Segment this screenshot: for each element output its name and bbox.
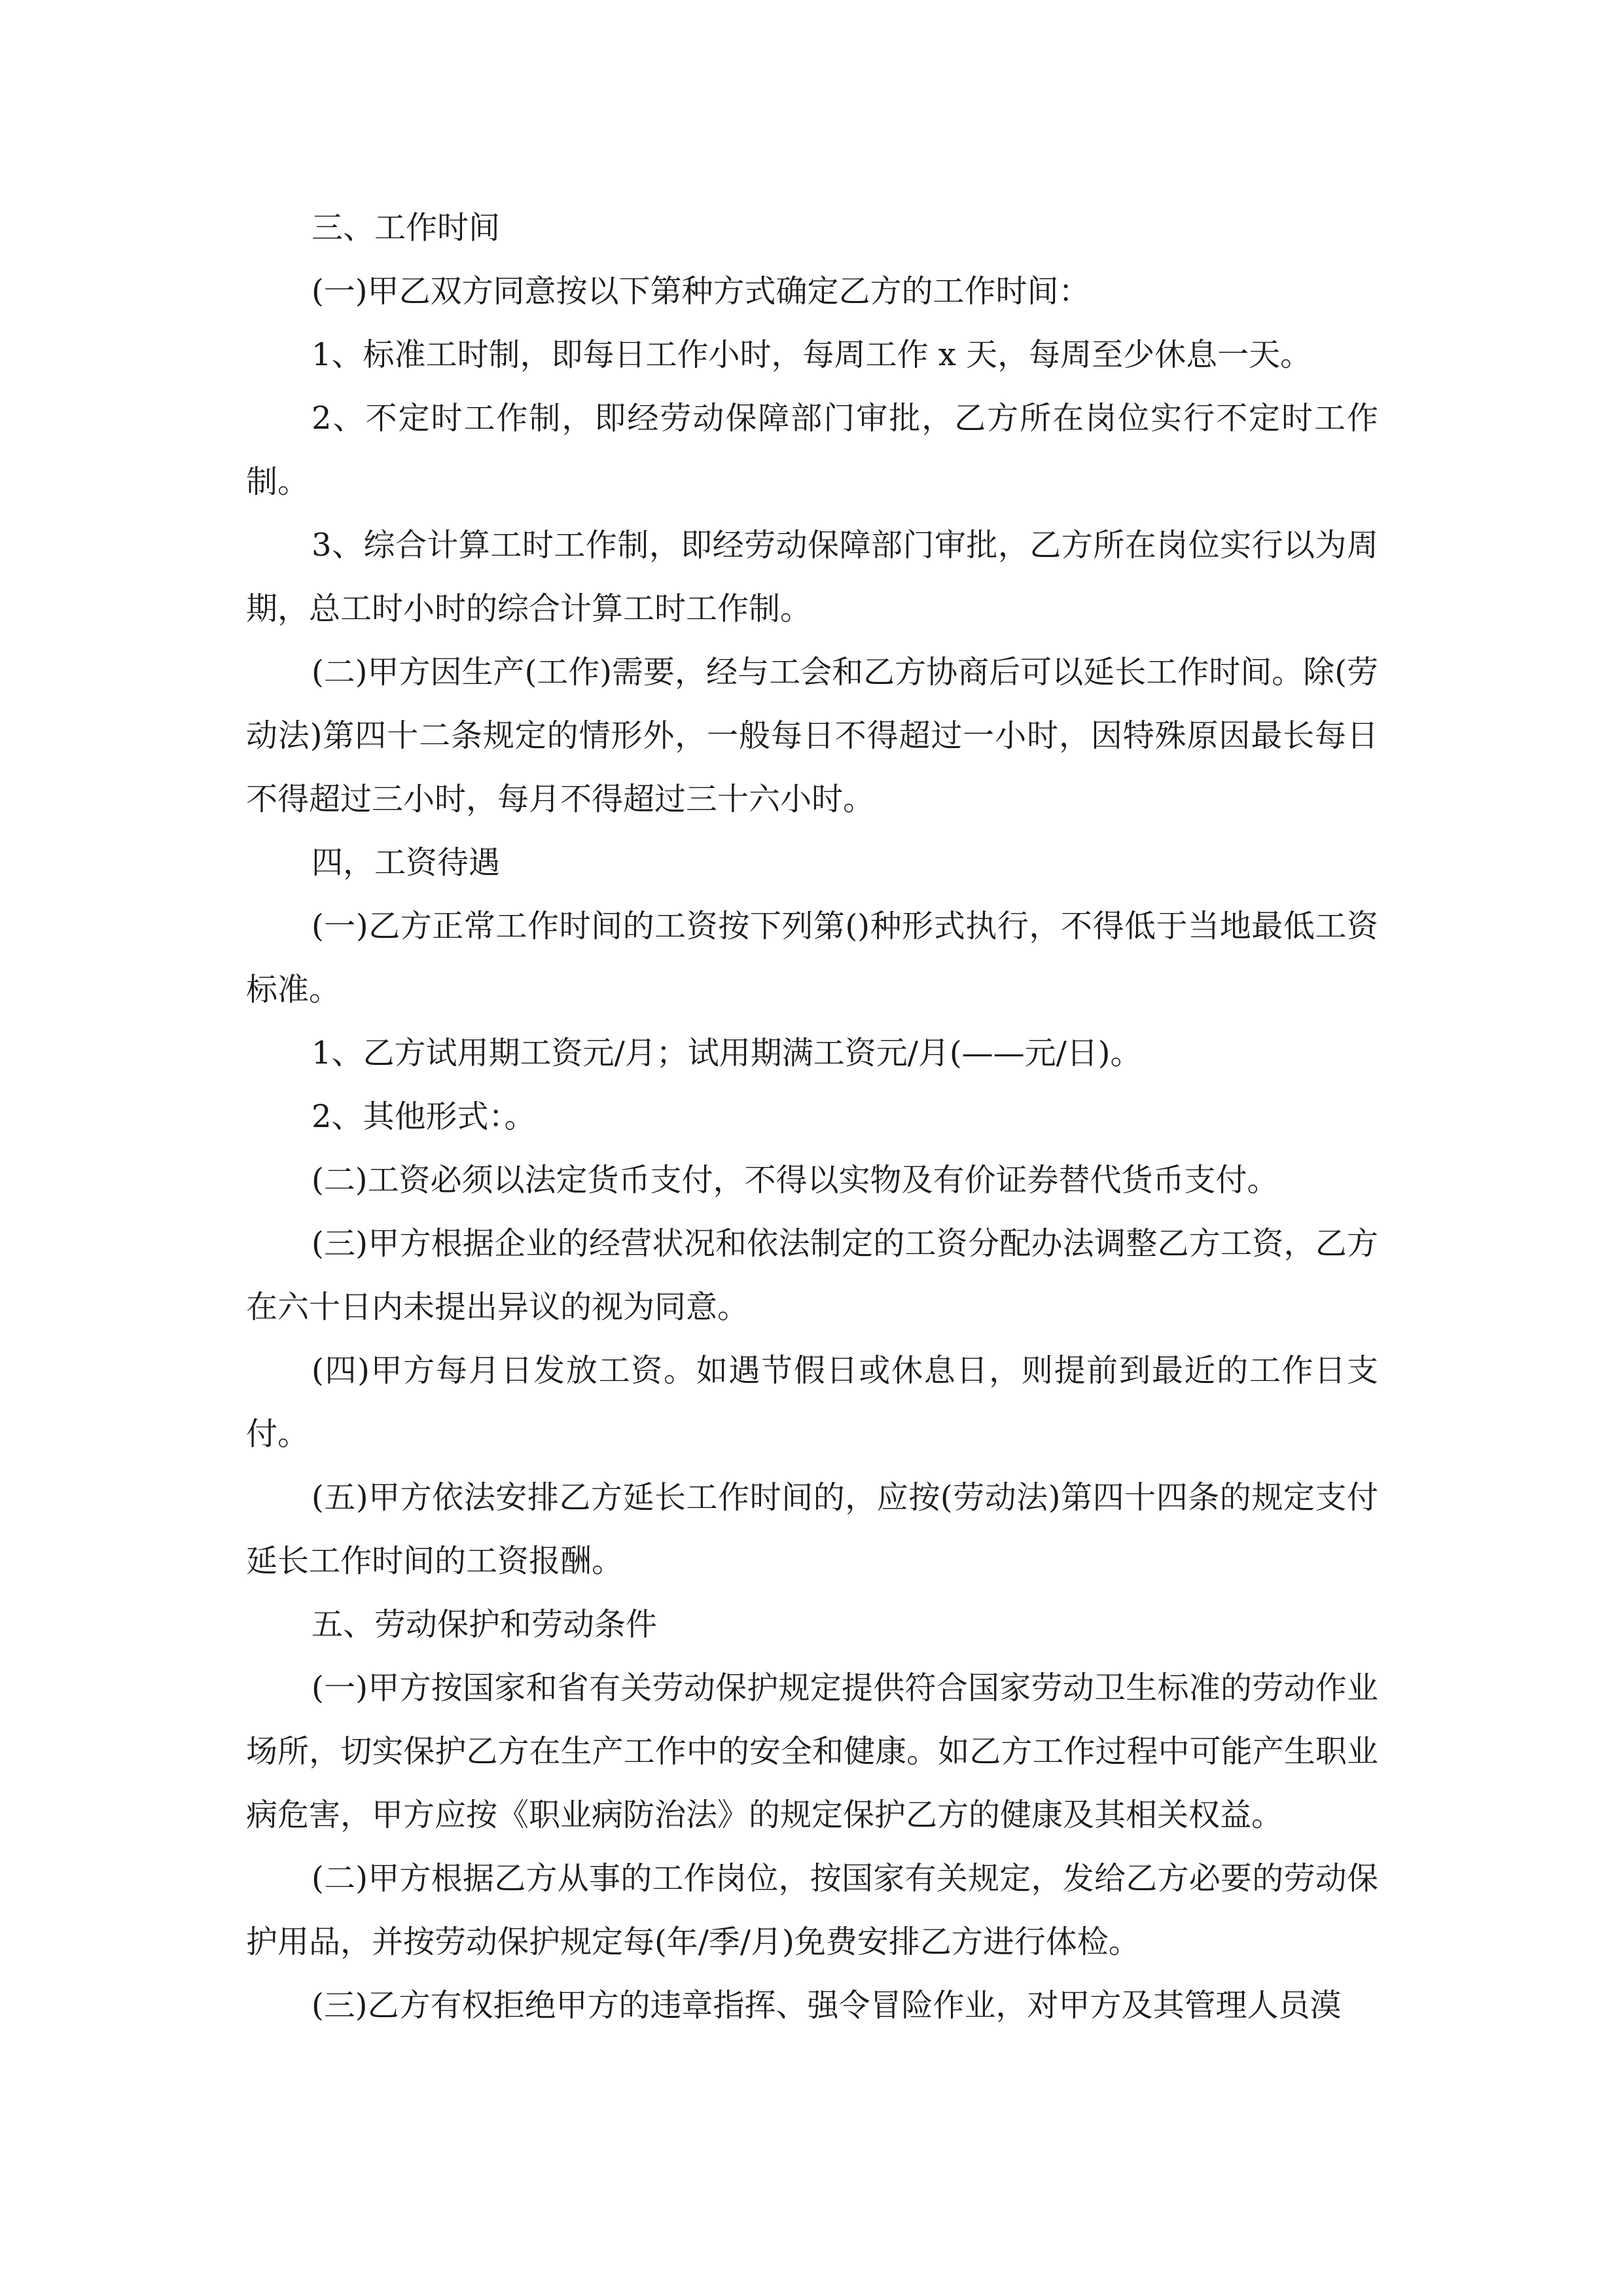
paragraph: 3、综合计算工时工作制，即经劳动保障部门审批，乙方所在岗位实行以为周期，总工时小时的综合计算工时工作制。 [246,527,1378,627]
document-body [246,196,1378,2037]
paragraph: 1、标准工时制，即每日工作小时，每周工作 x 天，每周至少休息一天。 [312,336,1312,373]
paragraph: (二)甲方因生产(工作)需要，经与工会和乙方协商后可以延长工作时间。除(劳动法)第四十二条规定的情形外，一般每日不得超过一小时，因特殊原因最长每日不得超过三小时，每月不得超过三十六小时。 [246,654,1378,817]
paragraph: (二)工资必须以法定货币支付，不得以实物及有价证券替代货币支付。 [312,1162,1279,1198]
paragraph: (一)甲方按国家和省有关劳动保护规定提供符合国家劳动卫生标准的劳动作业场所，切实保护乙方在生产工作中的安全和健康。如乙方工作过程中可能产生职业病危害，甲方应按《职业病防治法》的规定保护乙方的健康及其相关权益。 [246,1670,1378,1833]
paragraph: (一)乙方正常工作时间的工资按下列第()种形式执行，不得低于当地最低工资标准。 [246,908,1378,1008]
section-heading-labor-protection: 五、劳动保护和劳动条件 [312,1606,658,1643]
paragraph: (一)甲乙双方同意按以下第种方式确定乙方的工作时间： [312,273,1090,310]
paragraph: 2、其他形式：。 [312,1098,536,1135]
section-heading-wages: 四，工资待遇 [312,844,501,881]
paragraph: 1、乙方试用期工资元/月；试用期满工资元/月(——元/日)。 [312,1035,1142,1071]
paragraph: (三)乙方有权拒绝甲方的违章指挥、强令冒险作业，对甲方及其管理人员漠 [312,1987,1342,2024]
paragraph: 2、不定时工作制，即经劳动保障部门审批，乙方所在岗位实行不定时工作制。 [246,400,1378,500]
paragraph: (五)甲方依法安排乙方延长工作时间的，应按(劳动法)第四十四条的规定支付延长工作时间的工资报酬。 [246,1479,1378,1579]
section-heading-work-time: 三、工作时间 [312,209,501,246]
paragraph: (三)甲方根据企业的经营状况和依法制定的工资分配办法调整乙方工资，乙方在六十日内未提出异议的视为同意。 [246,1225,1378,1325]
paragraph: (二)甲方根据乙方从事的工作岗位，按国家有关规定，发给乙方必要的劳动保护用品，并按劳动保护规定每(年/季/月)免费安排乙方进行体检。 [246,1860,1378,1960]
paragraph: (四)甲方每月日发放工资。如遇节假日或休息日，则提前到最近的工作日支付。 [246,1352,1378,1452]
